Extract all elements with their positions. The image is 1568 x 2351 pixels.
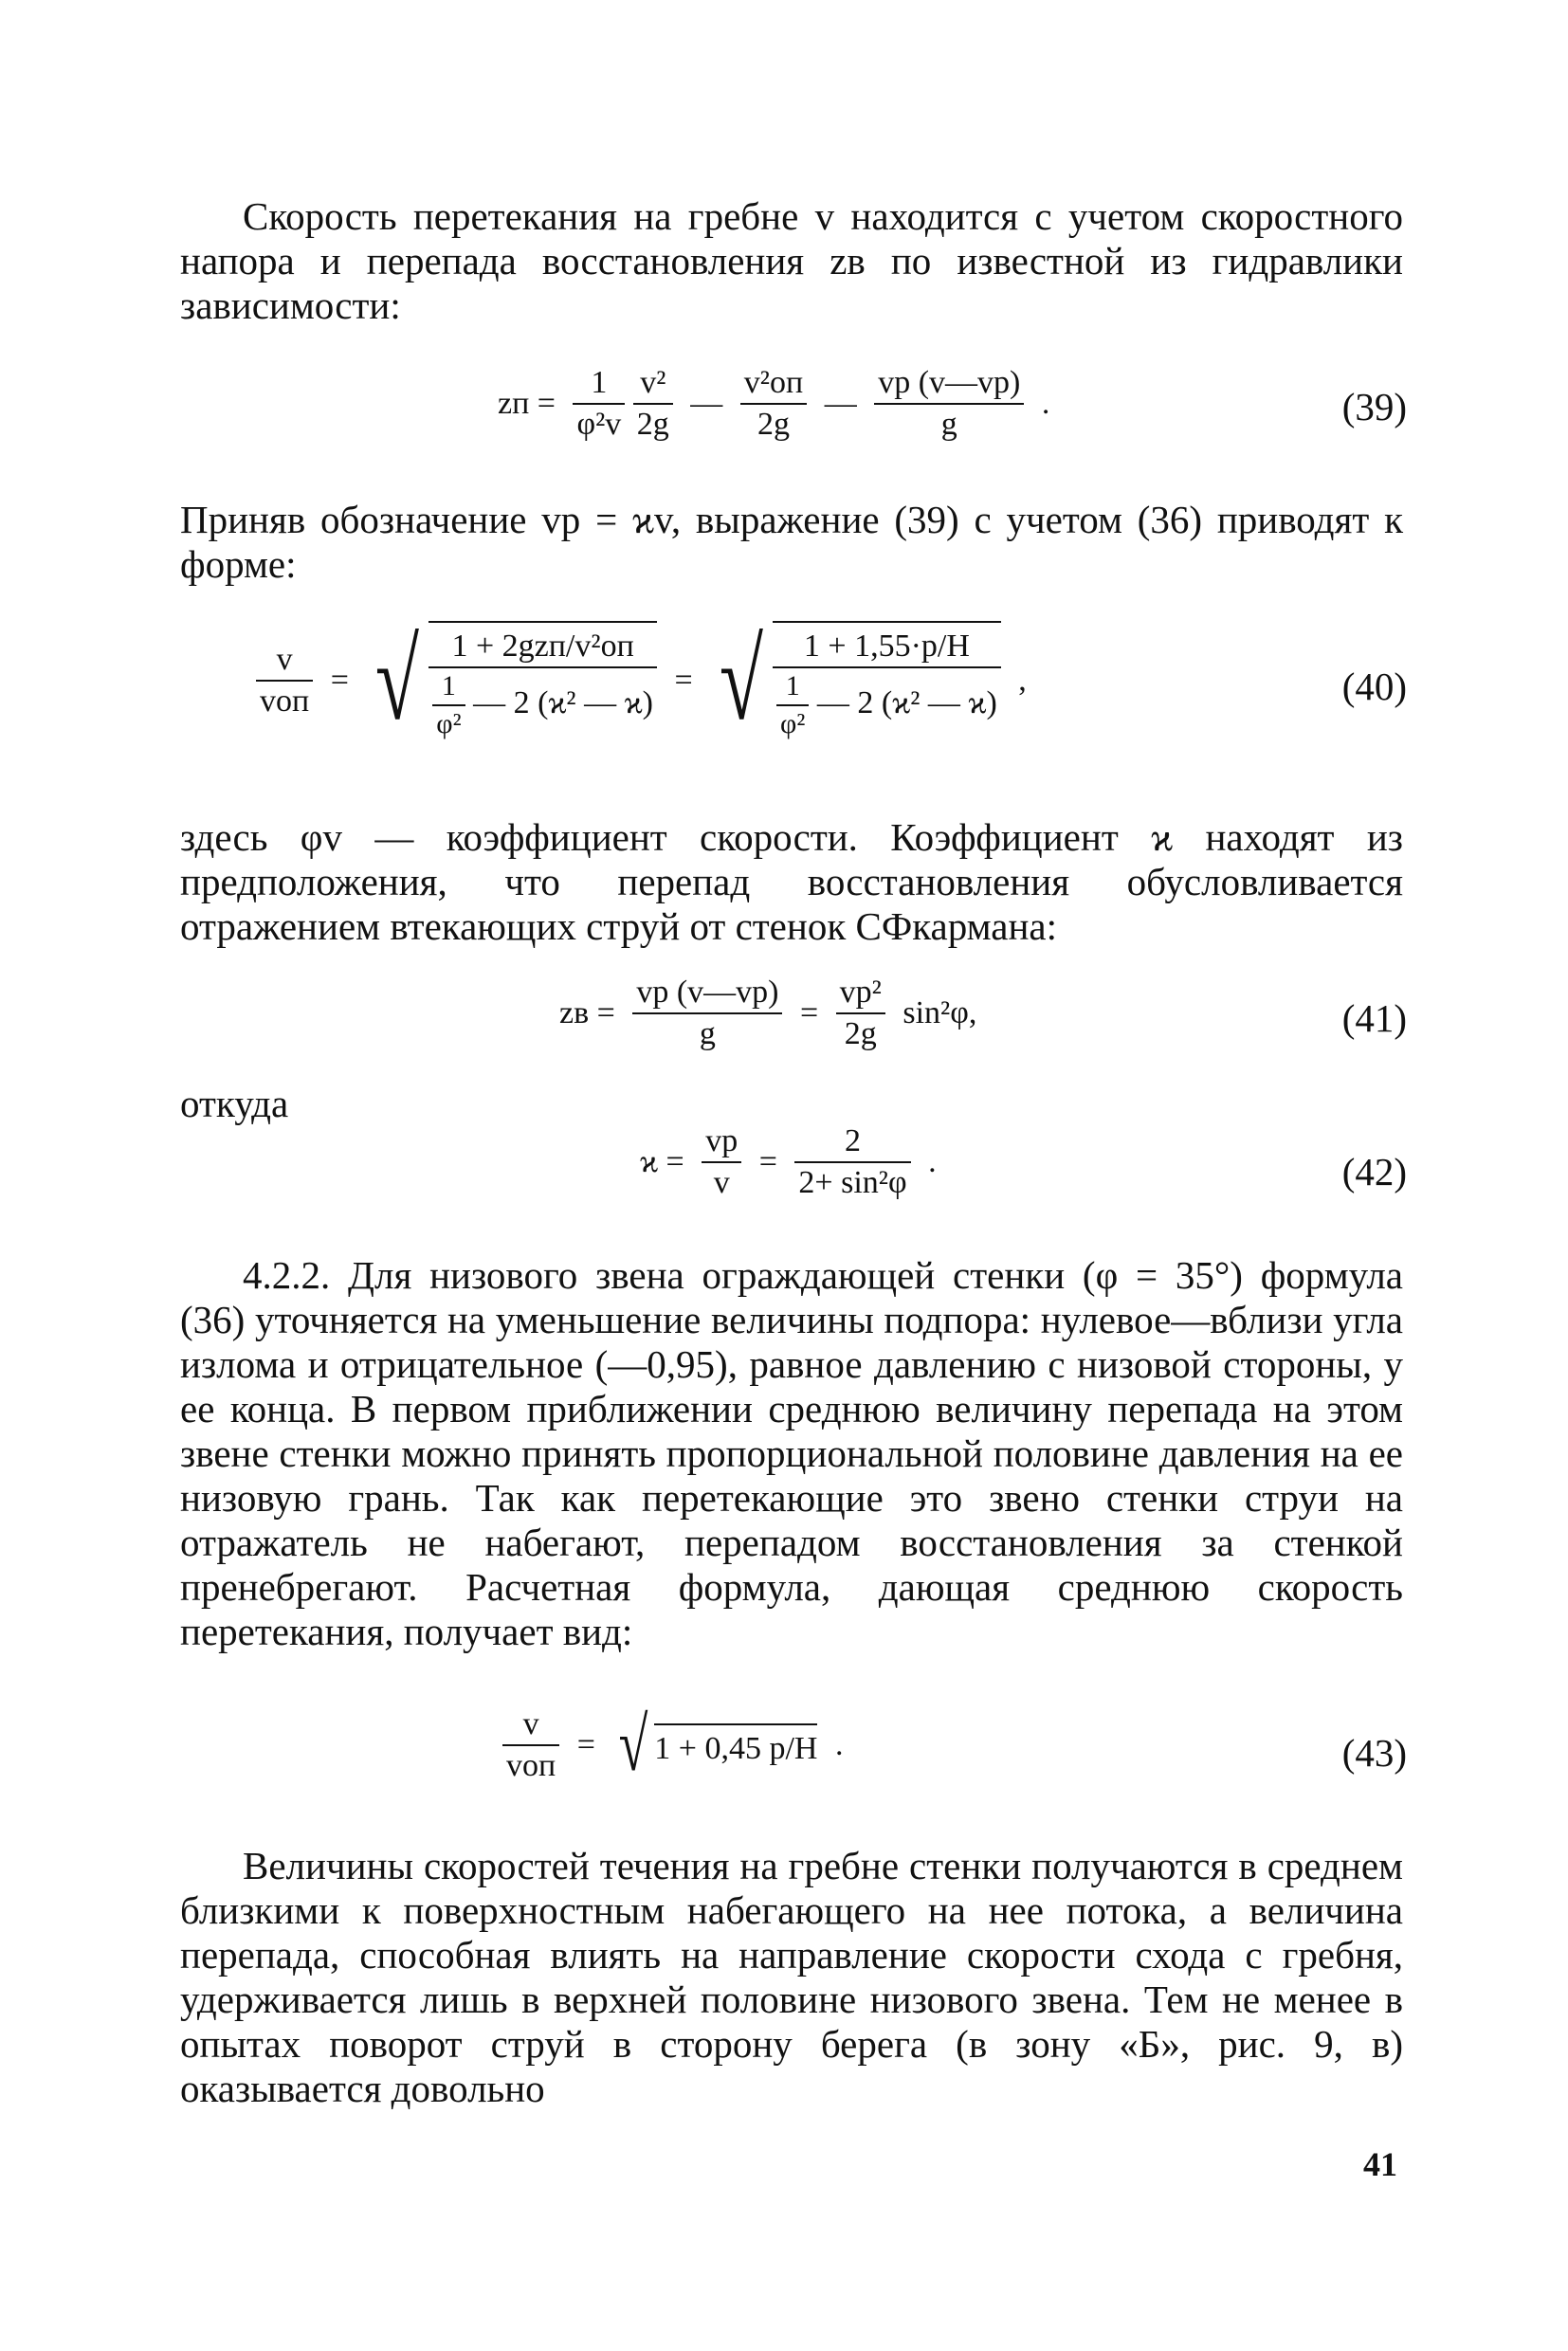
eq43-lhs: $\frac{v}{\text{vоп}}$: [502, 1706, 559, 1784]
equation-number-43: (43): [1341, 1731, 1407, 1775]
equation-42: ϰ = $\frac{vр}{v}$ = $\frac{2}{\text{2+ sin²φ}}$ .: [640, 1123, 937, 1200]
eq40-lhs: $\frac{v}{\text{vоп}}$: [256, 642, 313, 720]
eq41-term2: $\frac{\text{vр²}}{2g}$: [836, 975, 885, 1052]
paragraph-3: здесь φv — коэффициент скорости. Коэффициент ϰ находят из предположения, что перепад восстановления обусловливается отражением втекающих струй от стенок СФкармана:: [180, 815, 1403, 948]
equation-43: $\frac{v}{\text{vоп}}$ = √ 1 + 0,45 p/H .: [502, 1706, 852, 1784]
paragraph-6: Величины скоростей течения на гребне стенки получаются в среднем близкими к поверхностным набегающего на нее потока, а величина перепада, способная влиять на направление скорости схода с гребня, удерживается лишь в верхней половине низового звена. Тем не менее в опытах поворот струй в сторону берега (в зону «Б», рис. 9, в) оказывается довольно: [180, 1844, 1403, 2110]
page-number: 41: [1363, 2145, 1397, 2183]
equation-number-41: (41): [1341, 996, 1407, 1040]
eq39-term4: $\frac{vр (v—vр)}{g}$: [874, 365, 1024, 443]
radical-sign: √: [720, 617, 764, 743]
eq39-term1: $\frac{1}{\text{φ²v}}$: [573, 365, 625, 443]
paragraph-4: откуда: [180, 1082, 289, 1125]
equation-number-40: (40): [1341, 665, 1407, 708]
eq42-term1: $\frac{vр}{v}$: [702, 1123, 741, 1201]
eq42-term2: $\frac{2}{\text{2+ sin²φ}}$: [794, 1123, 910, 1201]
equation-41: zв = $\frac{vр (v—vр)}{g}$ = $\frac{\text{vр²}}{2g}$ sin²φ,: [559, 975, 977, 1051]
radical-sign: √: [618, 1704, 648, 1787]
equation-number-39: (39): [1341, 385, 1407, 428]
eq39-term2: $\frac{\text{v²}}{2g}$: [633, 365, 673, 443]
eq40-root1: √ 1 + 2gzп/v²оп $\frac{1}{\text{φ²}}$ — 2 (ϰ² — ϰ): [366, 621, 657, 740]
equation-40: $\frac{v}{\text{vоп}}$ = √ 1 + 2gzп/v²оп $\frac{1}{\text{φ²}}$ — 2 (ϰ² — ϰ) = √ 1 + 1,55·p/H $\frac{1}{\text{φ²}}$ — 2 (ϰ² — ϰ) ,: [256, 621, 1036, 740]
eq39-term3: $\frac{\text{v²оп}}{2g}$: [740, 365, 807, 443]
paragraph-2: Приняв обозначение vр = ϰv, выражение (39) с учетом (36) приводят к форме:: [180, 498, 1403, 586]
equation-39: zп = $\frac{1}{\text{φ²v}}$ $\frac{\text{v²}}{2g}$ — $\frac{\text{v²оп}}{2g}$ — $\frac{vр (v—vр)}{g}$ .: [498, 365, 1050, 442]
eq43-root: √ 1 + 0,45 p/H: [618, 1704, 818, 1787]
eq39-lhs: zп =: [498, 386, 556, 421]
radical-sign: √: [375, 617, 420, 743]
eq41-term1: $\frac{vр (v—vр)}{g}$: [632, 975, 782, 1052]
eq40-root2: √ 1 + 1,55·p/H $\frac{1}{\text{φ²}}$ — 2 (ϰ² — ϰ): [710, 621, 1001, 740]
equation-number-42: (42): [1341, 1150, 1407, 1194]
paragraph-1: Скорость перетекания на гребне v находится с учетом скоростного напора и перепада восстановления zв по известной из гидравлики зависимости:: [180, 194, 1403, 327]
paragraph-5: 4.2.2. Для низового звена ограждающей стенки (φ = 35°) формула (36) уточняется на уменьшение величины подпора: нулевое—вблизи угла излома и отрицательное (—0,95), равное давлению с низовой стороны, у ее конца. В первом приближении среднюю величину перепада на этом звене стенки можно принять пропорциональной половине давления на ее низовую грань. Так как перетекающие это звено стенки струи на отражатель не набегают, перепадом восстановления за стенкой пренебрегают. Расчетная формула, дающая среднюю скорость перетекания, получает вид:: [180, 1253, 1403, 1653]
